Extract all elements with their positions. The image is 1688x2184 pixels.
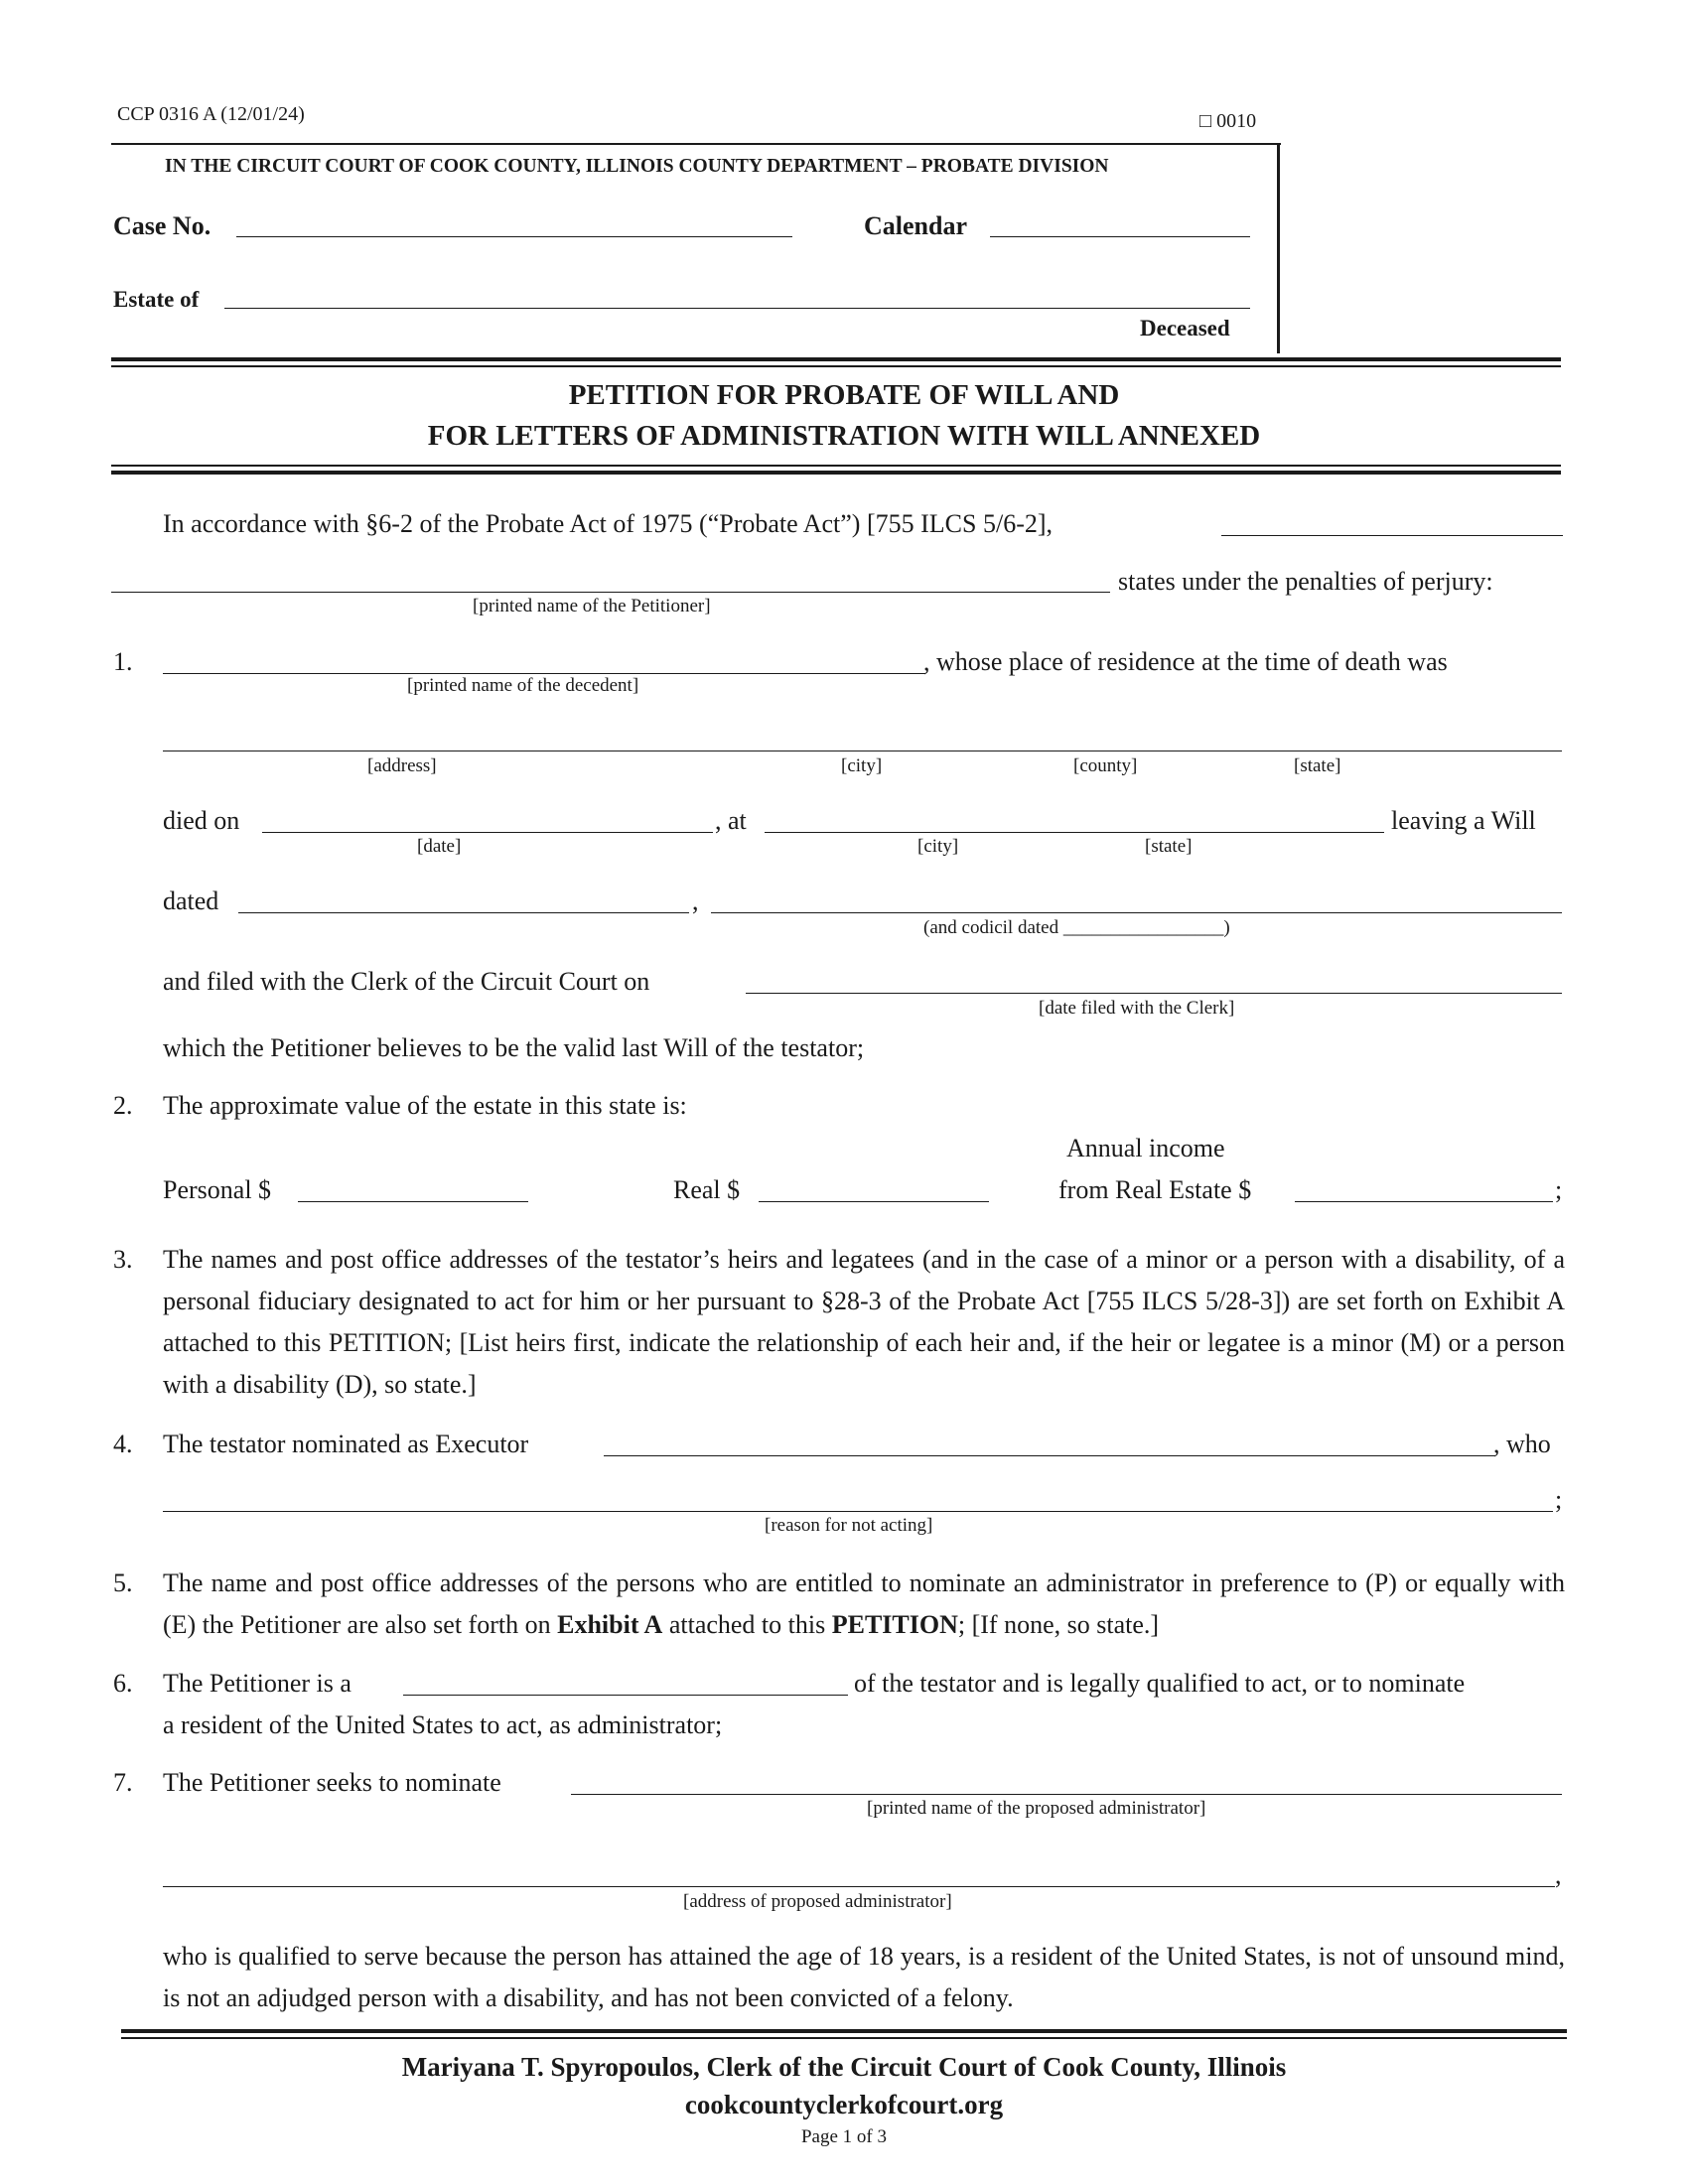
item-4-number: 4.: [113, 1430, 133, 1458]
petitioner-name-input[interactable]: [113, 566, 1112, 594]
header-box-top-border: [111, 143, 1281, 145]
petition-ref: PETITION: [831, 1610, 958, 1639]
item-3-number: 3.: [113, 1245, 133, 1274]
real-estate-income-input[interactable]: [1297, 1175, 1555, 1203]
calendar-label: Calendar: [864, 211, 967, 240]
qualified-to-act-text: of the testator and is legally qualified to act, or to nominate: [854, 1669, 1466, 1698]
relationship-input[interactable]: [405, 1669, 850, 1697]
at-label: , at: [715, 806, 747, 835]
form-number-value: 0010: [1216, 110, 1257, 132]
death-city-hint: [city]: [917, 836, 959, 857]
reason-hint: [reason for not acting]: [765, 1515, 933, 1536]
court-heading: IN THE CIRCUIT COURT OF COOK COUNTY, ILLINOIS COUNTY DEPARTMENT – PROBATE DIVISION: [165, 156, 1109, 177]
death-date-hint: [date]: [417, 836, 462, 857]
title-line-1: PETITION FOR PROBATE OF WILL AND: [568, 379, 1120, 411]
administrator-name-input[interactable]: [573, 1768, 1564, 1796]
title-bottom-rule-thick: [111, 471, 1561, 475]
nominate-persons-text-a: The name and post office addresses of the persons who are entitled to nominate an administrator in preference to (P) or equally with (E) the Petitioner are also set forth on: [163, 1569, 1565, 1639]
form-number: [1199, 110, 1256, 132]
calendar-input[interactable]: [992, 210, 1252, 238]
seeks-to-nominate-text: The Petitioner seeks to nominate: [163, 1768, 501, 1797]
nominate-persons-text-b: attached to this: [662, 1610, 832, 1639]
leaving-will-label: leaving a Will: [1391, 806, 1536, 835]
estate-of-label: Estate of: [113, 287, 200, 312]
title-line-2: FOR LETTERS OF ADMINISTRATION WITH WILL ANNEXED: [427, 420, 1261, 452]
death-state-hint: [state]: [1145, 836, 1193, 857]
item-1-number: 1.: [113, 647, 133, 676]
heirs-legatees-text: The names and post office addresses of the testator’s heirs and legatees (and in the case of a minor or a person with a disability, of a personal fiduciary designated to act for him or her pursuant to §28-3 of the Probate Act [755 ILCS 5/28-3]) are set forth on Exhibit A attached to this PETITION; [List heirs first, indicate the relationship of each heir and, if the heir or legatee is a minor (M) or a person with a disability (D), so state.]: [163, 1245, 1565, 1399]
title-top-rule-thin: [111, 365, 1561, 367]
clerk-name: Mariyana T. Spyropoulos, Clerk of the Circuit Court of Cook County, Illinois: [401, 2052, 1287, 2082]
case-no-input[interactable]: [238, 210, 794, 238]
filed-date-hint: [date filed with the Clerk]: [1039, 998, 1235, 1019]
clerk-website[interactable]: cookcountyclerkofcourt.org: [684, 2090, 1004, 2119]
will-date-input[interactable]: [240, 887, 691, 914]
executor-name-input[interactable]: [606, 1430, 1497, 1457]
address-hint: [address]: [367, 755, 437, 776]
executor-text: The testator nominated as Executor: [163, 1430, 529, 1458]
petitioner-name-hint: [printed name of the Petitioner]: [473, 596, 711, 616]
codicil-hint: (and codicil dated _________________): [923, 917, 1230, 938]
residence-input[interactable]: [165, 724, 1564, 751]
petitioner-is-text: The Petitioner is a: [163, 1669, 352, 1698]
decedent-name-input[interactable]: [165, 647, 927, 675]
intro-text: In accordance with §6-2 of the Probate Act of 1975 (“Probate Act”) [755 ILCS 5/6-2],: [163, 509, 1054, 538]
death-place-input[interactable]: [767, 806, 1386, 834]
item-6-number: 6.: [113, 1669, 133, 1698]
income-semicolon: ;: [1555, 1175, 1563, 1204]
reason-input[interactable]: [165, 1485, 1555, 1513]
header-box-right-border: [1277, 143, 1280, 353]
residence-text: , whose place of residence at the time of death was: [923, 647, 1448, 676]
personal-value-input[interactable]: [300, 1175, 530, 1203]
who-text: , who: [1493, 1430, 1551, 1458]
footer-rule-thin: [121, 2037, 1567, 2039]
administrator-name-hint: [printed name of the proposed administrator]: [867, 1798, 1206, 1819]
resident-administrator-text: a resident of the United States to act, as administrator;: [163, 1710, 723, 1739]
codicil-input[interactable]: [713, 887, 1564, 914]
item-5-number: 5.: [113, 1569, 133, 1597]
deceased-label: Deceased: [1140, 316, 1230, 341]
address-comma: ,: [1555, 1860, 1562, 1889]
real-value-input[interactable]: [761, 1175, 991, 1203]
filed-date-input[interactable]: [748, 967, 1564, 995]
death-date-input[interactable]: [264, 806, 715, 834]
form-code: CCP 0316 A (12/01/24): [117, 103, 305, 125]
intro-input[interactable]: [1223, 508, 1565, 536]
administrator-address-input[interactable]: [165, 1860, 1557, 1888]
believes-valid-text: which the Petitioner believes to be the valid last Will of the testator;: [163, 1033, 865, 1062]
exhibit-a-ref: Exhibit A: [557, 1610, 663, 1639]
title-top-rule-thick: [111, 357, 1561, 361]
personal-label: Personal $: [163, 1175, 272, 1204]
estate-of-input[interactable]: [226, 282, 1252, 310]
state-hint: [state]: [1294, 755, 1341, 776]
filed-with-clerk-text: and filed with the Clerk of the Circuit Court on: [163, 967, 650, 996]
decedent-name-hint: [printed name of the decedent]: [407, 675, 639, 696]
nominate-persons-text-c: ; [If none, so state.]: [957, 1610, 1160, 1639]
states-under-penalty: states under the penalties of perjury:: [1118, 567, 1493, 596]
real-label: Real $: [673, 1175, 741, 1204]
reason-semicolon: ;: [1555, 1485, 1563, 1514]
dated-comma: ,: [692, 887, 699, 915]
nominate-persons-text: [163, 1563, 1565, 1646]
estate-value-text: The approximate value of the estate in this state is:: [163, 1091, 687, 1120]
case-no-label: Case No.: [113, 211, 211, 240]
item-7-number: 7.: [113, 1768, 133, 1797]
real-estate-income-label: from Real Estate $: [1058, 1175, 1252, 1204]
administrator-address-hint: [address of proposed administrator]: [683, 1891, 952, 1912]
annual-income-label: Annual income: [1066, 1134, 1225, 1162]
page-number: Page 1 of 3: [800, 2126, 887, 2147]
footer-rule-thick: [121, 2029, 1567, 2033]
city-hint: [city]: [841, 755, 883, 776]
dated-label: dated: [163, 887, 219, 915]
county-hint: [county]: [1073, 755, 1138, 776]
died-on-label: died on: [163, 806, 240, 835]
item-2-number: 2.: [113, 1091, 133, 1120]
qualified-to-serve-text: who is qualified to serve because the person has attained the age of 18 years, is a resident of the United States, is not of unsound mind, is not an adjudged person with a disability, and has not been convicted of a felony.: [163, 1942, 1565, 2012]
title-bottom-rule-thin: [111, 465, 1561, 467]
checkbox-icon[interactable]: □: [1199, 110, 1212, 132]
